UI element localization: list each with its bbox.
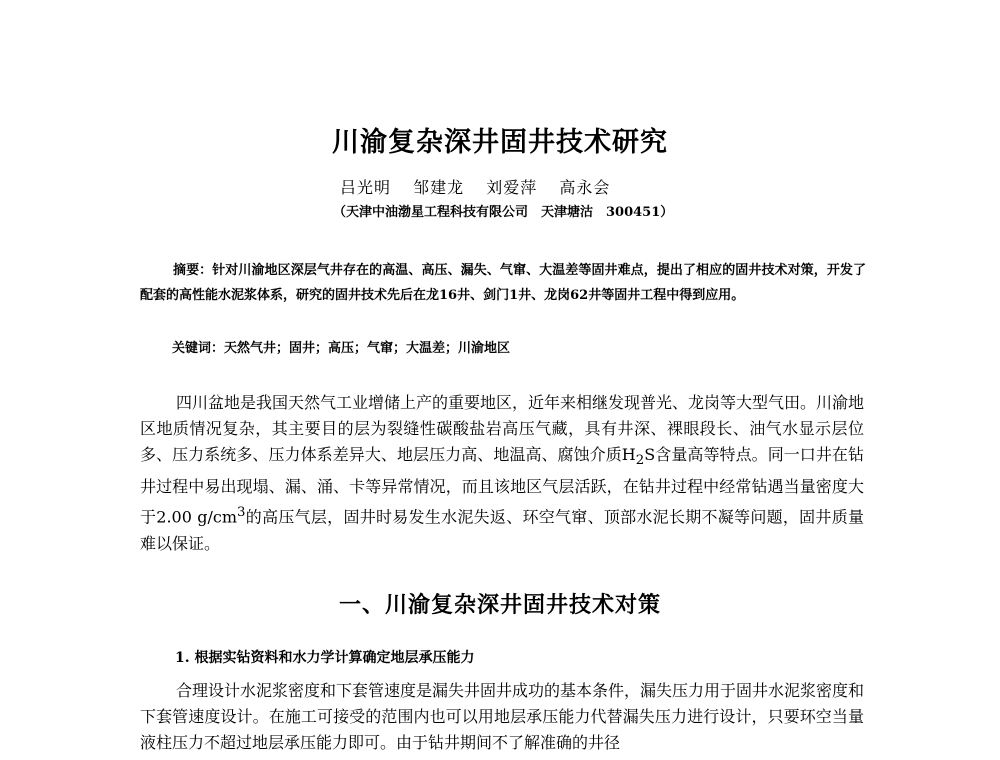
section-paragraph: 合理设计水泥浆密度和下套管速度是漏失井固井成功的基本条件，漏失压力用于固井水泥浆密度和下套管速度设计。在施工可接受的范围内也可以用地层承压能力代替漏失压力进行设计，只要环空当量液柱压力不超过地层承压能力即可。由于钻井期间不了解准确的井径 <box>140 681 865 752</box>
abstract-label: 摘要： <box>173 263 213 278</box>
keywords <box>172 338 510 360</box>
intro-paragraph <box>140 390 864 557</box>
paper-title: 川渝复杂深井固井技术研究 <box>332 127 668 158</box>
subscript-2: 2 <box>635 453 645 469</box>
abstract <box>140 258 866 308</box>
author-name: 刘爱萍 <box>486 178 538 197</box>
author-name: 邹建龙 <box>413 178 465 197</box>
superscript-3: 3 <box>237 505 246 521</box>
keywords-text: 天然气井；固井；高压；气窜；大温差；川渝地区 <box>224 341 511 356</box>
author-name: 高永会 <box>559 178 611 197</box>
abstract-text: 针对川渝地区深层气井存在的高温、高压、漏失、气窜、大温差等固井难点，提出了相应的固井技术对策，开发了配套的高性能水泥浆体系，研究的固井技术先后在龙16井、剑门1井、龙岗62井等固井工程中得到应用。 <box>140 263 866 303</box>
author-name: 吕光明 <box>340 178 392 197</box>
affiliation: （天津中油渤星工程科技有限公司 天津塘沽 300451） <box>333 205 674 220</box>
section-heading: 一、川渝复杂深井固井技术对策 <box>338 593 661 618</box>
keywords-label: 关键词： <box>172 341 225 356</box>
author-list <box>340 176 626 200</box>
subsection-heading: 1. 根据实钻资料和水力学计算确定地层承压能力 <box>175 650 475 666</box>
intro-text-part1: 四川盆地是我国天然气工业增储上产的重要地区，近年来相继发现普光、龙岗等大型气田。川渝地区地质情况复杂，其主要目的层为裂缝性碳酸盐岩高压气藏，具有井深、裸眼段长、油气水显示层位多、压力系统多、压力体系差异大、地层压力高、地温高、腐蚀介质H <box>140 393 865 464</box>
intro-text-part3: 的高压气层，固井时易发生水泥失返、环空气窜、顶部水泥长期不凝等问题，固井质量难以保证。 <box>140 507 864 553</box>
intro-text-part2: S含量高等特点。同一口井在钻井过程中易出现塌、漏、涌、卡等异常情况，而且该地区气层活跃，在钻井过程中经常钻遇当量密度大于2.00 g/cm <box>140 445 864 527</box>
